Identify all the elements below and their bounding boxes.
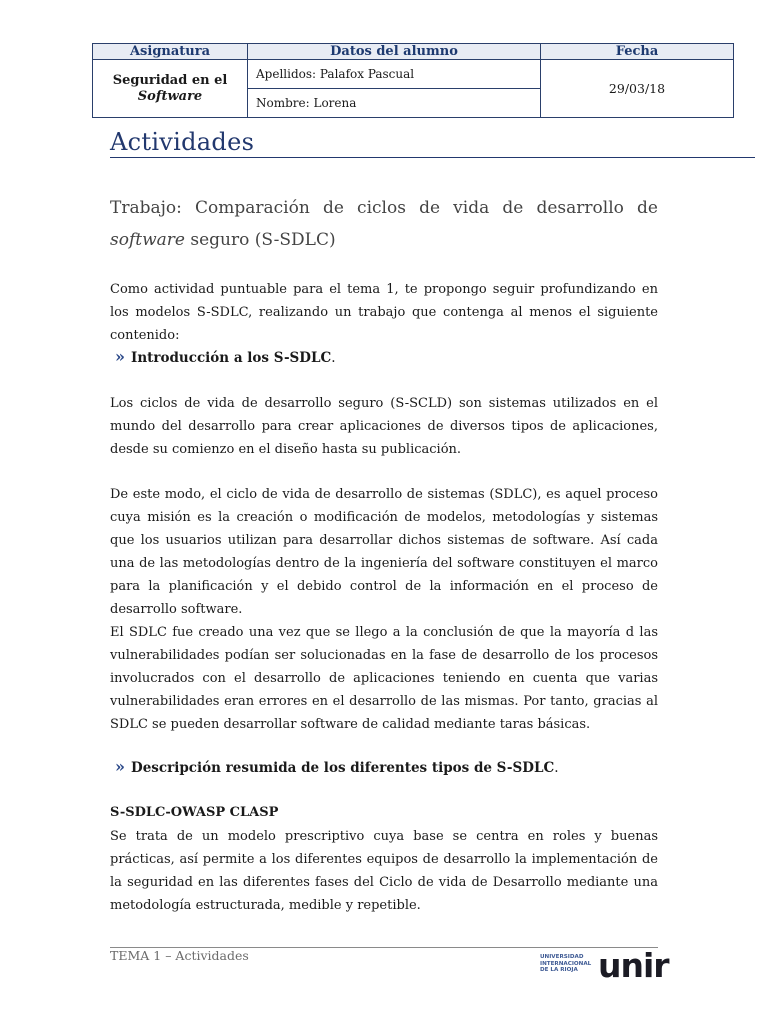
- subtitle-part1: Trabajo: Comparación de ciclos de vida de desarrollo de: [110, 198, 658, 218]
- logo-line-1: UNIVERSIDAD: [540, 954, 584, 960]
- subtitle-software: software: [110, 230, 185, 250]
- bullet-end: .: [554, 760, 559, 776]
- bullet-introduccion: [115, 347, 336, 366]
- footer-text: TEMA 1 – Actividades: [110, 948, 249, 963]
- bullet-end: .: [331, 350, 336, 366]
- intro-paragraph: Como actividad puntuable para el tema 1, te propongo seguir profundizando en los modelos S-SDLC, realizando un trabajo que contenga al menos el siguiente contenido:: [110, 282, 658, 343]
- header-col-fecha: Fecha: [541, 44, 734, 60]
- asignatura-line2: Software: [137, 88, 203, 104]
- logo-wordmark: unir: [598, 946, 669, 985]
- chevron-bullet-icon: »: [115, 757, 125, 776]
- paragraph-3: El SDLC fue creado una vez que se llego a la conclusión de que la mayoría d las vulnerabilidades podían ser solucionadas en la fase de desarrollo de los procesos involucrados con el desarrollo de aplicaciones teniendo en cuenta que varias vulnerabilidades eran errores en el desarrollo de las mismas. Por tanto, gracias al SDLC se pueden desarrollar software de calidad mediante taras básicas.: [110, 625, 658, 732]
- chevron-bullet-icon: »: [115, 347, 125, 366]
- nombre-cell: Nombre: Lorena: [248, 89, 541, 118]
- header-table: [92, 43, 734, 118]
- title-divider: [110, 157, 755, 158]
- logo-line-2: INTERNACIONAL: [540, 960, 592, 967]
- asignatura-line1: Seguridad en el: [112, 72, 228, 88]
- bullet-text: Introducción a los S-SDLC: [131, 350, 332, 366]
- asignatura-cell: [93, 60, 248, 118]
- logo-line-3: DE LA RIOJA: [540, 967, 578, 974]
- page-title: Actividades: [110, 128, 255, 156]
- paragraph-4: Se trata de un modelo prescriptivo cuya base se centra en roles y buenas prácticas, así permite a los diferentes equipos de desarrollo la implementación de la seguridad en las diferentes fases del Ciclo de vida de Desarrollo mediante una metodología estructurada, medible y repetible.: [110, 829, 658, 913]
- bullet-text: Descripción resumida de los diferentes tipos de S-SDLC: [131, 760, 555, 776]
- section-heading: S-SDLC-OWASP CLASP: [110, 805, 279, 820]
- apellidos-cell: Apellidos: Palafox Pascual: [248, 60, 541, 89]
- subtitle: [110, 192, 658, 256]
- unir-logo: [540, 946, 676, 986]
- header-col-asignatura: Asignatura: [93, 44, 248, 60]
- logo-university-name: [540, 954, 596, 974]
- paragraph-2: De este modo, el ciclo de vida de desarrollo de sistemas (SDLC), es aquel proceso cuya misión es la creación o modificación de modelos, metodologías y sistemas que los usuarios utilizan para desarrollar dichos sistemas de software. Así cada una de las metodologías dentro de la ingeniería del software constituyen el marco para la planificación y el debido control de la información en el proceso de desarrollo software.: [110, 487, 658, 617]
- paragraph-1: Los ciclos de vida de desarrollo seguro (S-SCLD) son sistemas utilizados en el mundo del desarrollo para crear aplicaciones de diversos tipos de aplicaciones, desde su comienzo en el diseño hasta su publicación.: [110, 396, 658, 457]
- fecha-cell: 29/03/18: [541, 60, 734, 118]
- header-col-datos: Datos del alumno: [248, 44, 541, 60]
- subtitle-part2: seguro (S-SDLC): [184, 230, 336, 250]
- bullet-descripcion: [115, 757, 559, 776]
